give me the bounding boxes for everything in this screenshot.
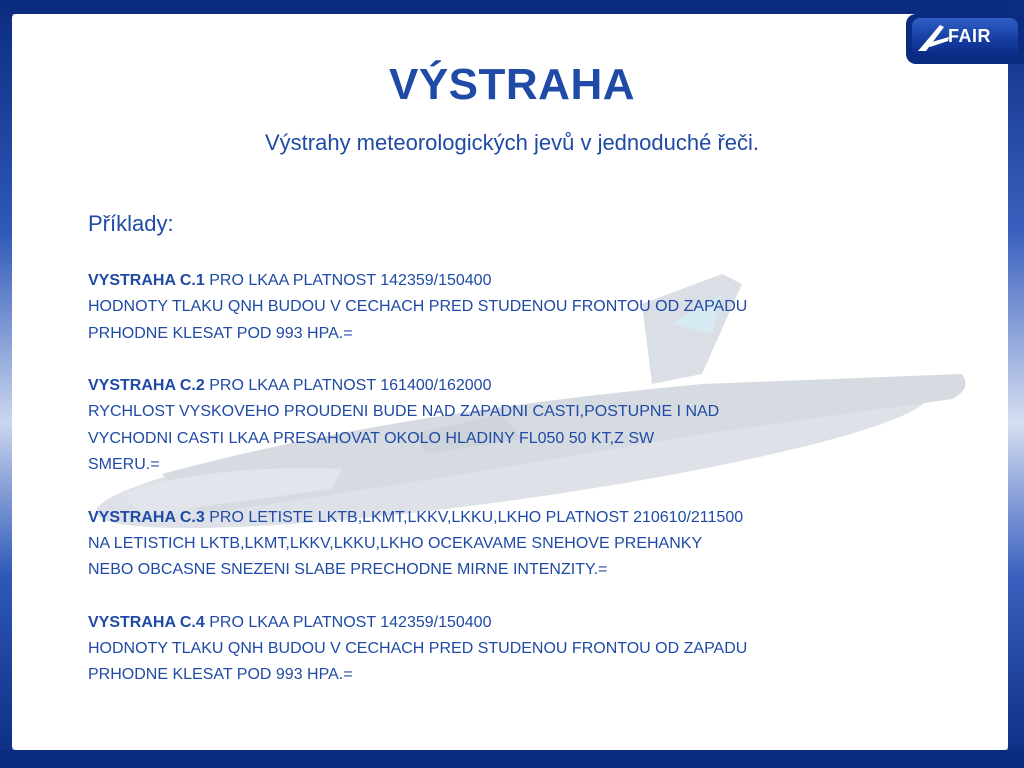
warning-text: HODNOTY TLAKU QNH BUDOU V CECHACH PRED STUDENOU FRONTOU OD ZAPADU	[88, 640, 748, 658]
warnings-list	[88, 268, 948, 715]
page-subtitle: Výstrahy meteorologických jevů v jednoduché řeči.	[264, 130, 760, 155]
top-border	[0, 0, 1024, 14]
warning-block	[88, 610, 948, 689]
warning-text: NEBO OBCASNE SNEZENI SLABE PRECHODNE MIRNE INTENZITY.=	[88, 561, 608, 579]
logo-text: FAIR	[948, 26, 992, 46]
warning-header	[88, 505, 948, 531]
warning-text: PRO LKAA PLATNOST 161400/162000	[209, 377, 492, 395]
warning-text: SMERU.=	[88, 456, 160, 474]
warning-text: VYCHODNI CASTI LKAA PRESAHOVAT OKOLO HLADINY FL050 50 KT,Z SW	[88, 429, 655, 447]
page-title: VÝSTRAHA	[388, 60, 636, 109]
left-border	[0, 0, 12, 768]
warning-id: VYSTRAHA C.4	[88, 613, 205, 631]
warning-text: PRHODNE KLESAT POD 993 HPA.=	[88, 666, 353, 684]
warning-text: HODNOTY TLAKU QNH BUDOU V CECHACH PRED STUDENOU FRONTOU OD ZAPADU	[88, 298, 748, 316]
warning-block	[88, 505, 948, 584]
warning-id: VYSTRAHA C.1	[88, 272, 205, 289]
warning-block	[88, 373, 948, 478]
warning-header	[88, 373, 948, 399]
logo-badge	[912, 18, 1018, 58]
warning-text: PRO LKAA PLATNOST 142359/150400	[209, 272, 492, 289]
warning-header	[88, 610, 948, 636]
warning-text: PRO LKAA PLATNOST 142359/150400	[209, 613, 492, 631]
warning-text: RYCHLOST VYSKOVEHO PROUDENI BUDE NAD ZAPADNI CASTI,POSTUPNE I NAD	[88, 403, 720, 421]
bottom-border	[0, 750, 1024, 768]
fair-logo	[906, 14, 1024, 64]
warning-header	[88, 268, 948, 294]
warning-block	[88, 268, 948, 347]
warning-text: PRO LETISTE LKTB,LKMT,LKKV,LKKU,LKHO PLATNOST 210610/211500	[209, 508, 744, 526]
right-border	[1008, 0, 1024, 768]
warning-id: VYSTRAHA C.3	[88, 508, 205, 526]
examples-heading: Příklady:	[88, 211, 174, 236]
warning-id: VYSTRAHA C.2	[88, 377, 205, 395]
warning-text: PRHODNE KLESAT POD 993 HPA.=	[88, 324, 353, 342]
wing-logo-icon	[916, 23, 952, 53]
warning-text: NA LETISTICH LKTB,LKMT,LKKV,LKKU,LKHO OCEKAVAME SNEHOVE PREHANKY	[88, 534, 703, 552]
